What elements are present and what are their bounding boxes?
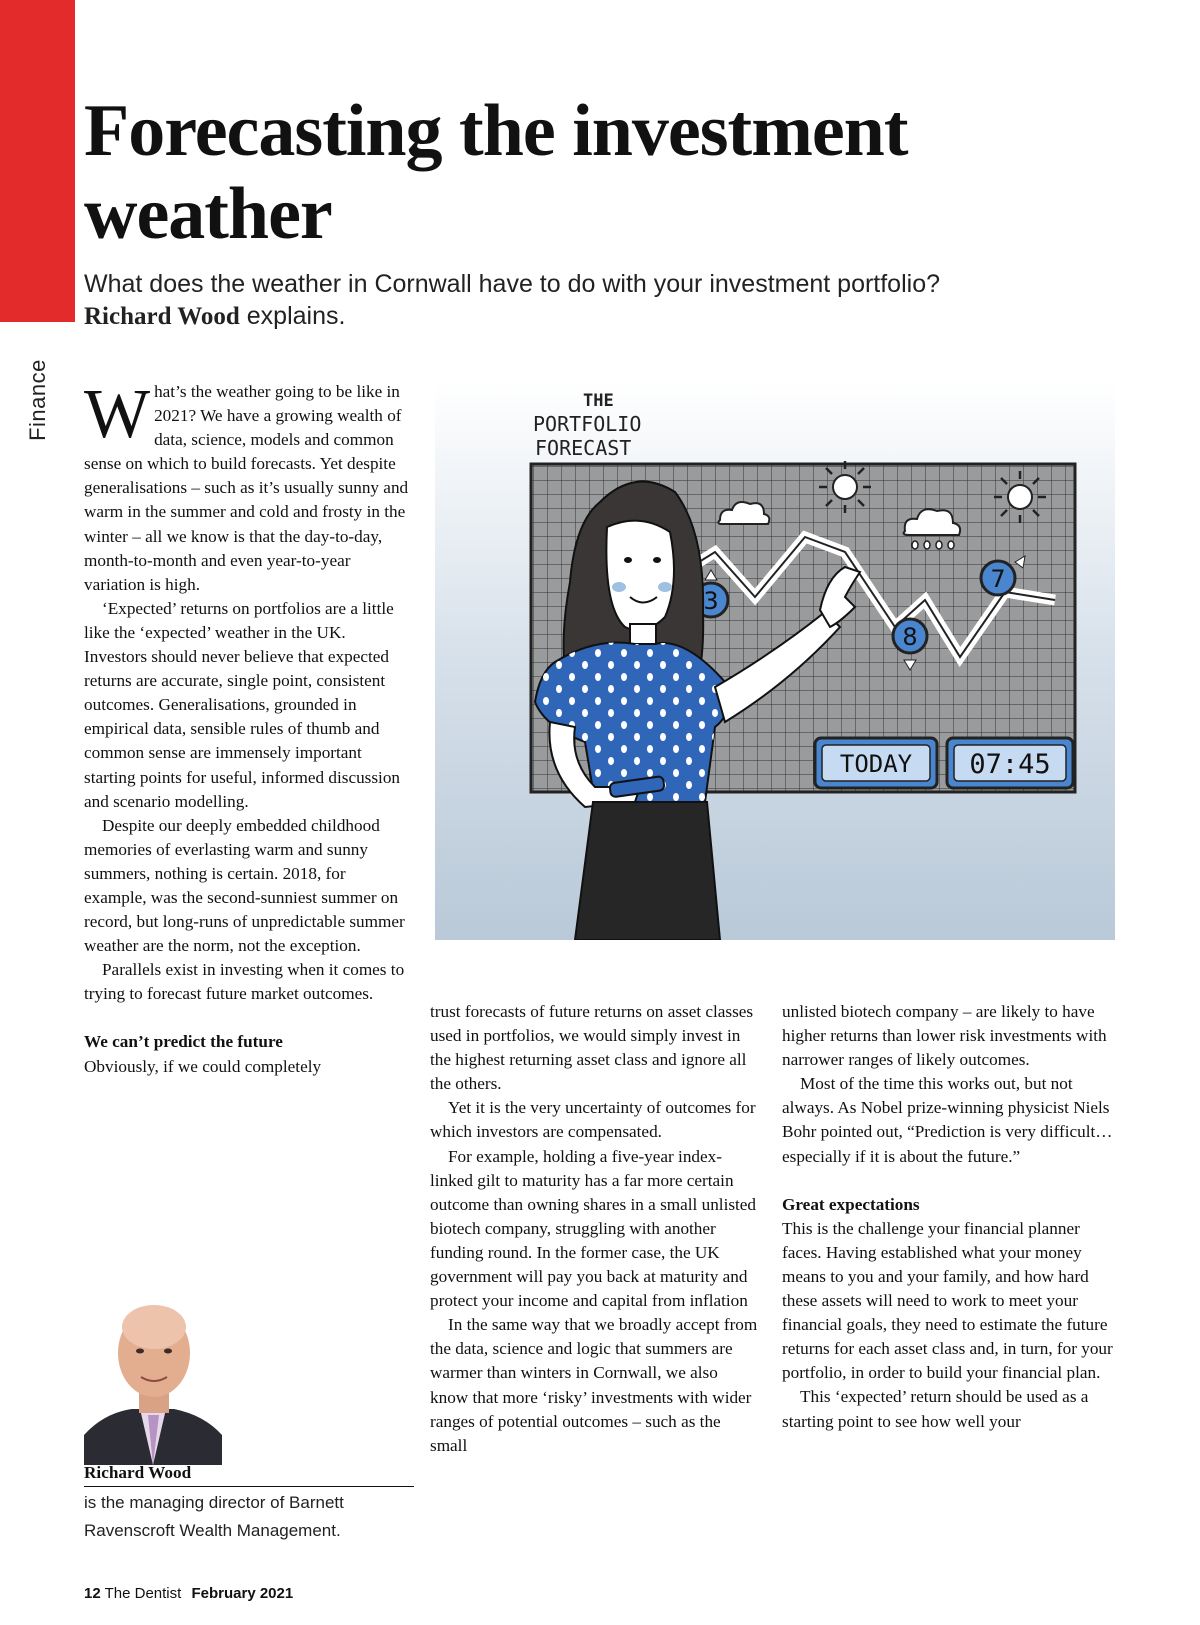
body-paragraph: Most of the time this works out, but not always. As Nobel prize-winning physicist Niels Bohr pointed out, “Prediction is very difficult… especially if it is about the future.” xyxy=(782,1074,1113,1166)
page-footer xyxy=(84,1585,293,1602)
author-bio: is the managing director of Barnett Ravenscroft Wealth Management. xyxy=(84,1493,344,1540)
body-paragraph: This is the challenge your financial planner faces. Having established what your money means to you and your family, and how hard these assets will need to work to meet your financial goals, they need to estimate the future returns for each asset class and, in turn, for your portfolio, in order to build your financial plan. xyxy=(782,1218,1113,1383)
body-paragraph: Parallels exist in investing when it comes to trying to forecast future market outcomes. xyxy=(84,960,405,1004)
sun-icon xyxy=(819,461,871,513)
body-column-2 xyxy=(430,1000,760,1458)
clock-panel xyxy=(947,738,1073,788)
body-column-1 xyxy=(84,376,409,1079)
weather-forecast-illustration xyxy=(435,382,1115,940)
section-label-text: Finance xyxy=(25,359,50,441)
section-label xyxy=(23,350,53,450)
headline: Forecasting the investment weather xyxy=(84,90,908,255)
clock-time: 07:45 xyxy=(969,749,1051,780)
badge-7-label: 7 xyxy=(990,565,1006,593)
author-box xyxy=(84,1462,414,1545)
drop-cap: W xyxy=(84,376,151,453)
board-title-line-1: THE xyxy=(583,391,614,411)
subheading: We can’t predict the future xyxy=(84,1032,283,1052)
body-paragraph: Despite our deeply embedded childhood memories of everlasting warm and sunny summers, nothing is certain. 2018, for example, was the second-sunniest summer on record, but long-runs of unpredictable summer weather are the norm, not the exception. xyxy=(84,815,405,956)
standfirst xyxy=(84,268,1164,333)
intro-text: hat’s the weather going to be like in 2021? We have a growing wealth of data, science, models and common sense on which to build forecasts. Yet despite generalisations – such as it’s usually sunny and warm in the summer and cold and frosty in the winter – all we know is that the day-to-day, month-to-month and even year-to-year variation is high. xyxy=(84,382,409,594)
badge-3-label: 3 xyxy=(703,587,719,615)
standfirst-text: What does the weather in Cornwall have to do with your investment portfolio? xyxy=(84,270,941,298)
today-label: TODAY xyxy=(839,750,913,778)
body-paragraph: trust forecasts of future returns on asset classes used in portfolios, we would simply invest in the highest returning asset class and ignore all the others. xyxy=(430,1002,754,1094)
body-column-3 xyxy=(782,1000,1117,1434)
publication-name: The Dentist xyxy=(104,1585,182,1602)
body-paragraph: For example, holding a five-year index-linked gilt to maturity has a far more certain outcome than owning shares in a small unlisted biotech company, struggling with another funding round. In the former case, the UK government will pay you back at maturity and protect your income and capital from inflation xyxy=(430,1146,757,1311)
standfirst-suffix: explains. xyxy=(239,302,346,330)
issue-date: February 2021 xyxy=(191,1585,294,1602)
author-portrait xyxy=(84,1285,222,1465)
author-name: Richard Wood xyxy=(84,1462,414,1487)
page-number: 12 xyxy=(84,1585,101,1602)
body-paragraph: unlisted biotech company – are likely to have higher returns than lower risk investments with narrower ranges of likely outcomes. xyxy=(782,1002,1107,1070)
intro-paragraph xyxy=(84,376,409,597)
badge-8-label: 8 xyxy=(902,623,918,651)
today-panel xyxy=(815,738,937,788)
standfirst-author: Richard Wood xyxy=(84,303,240,330)
body-paragraph: In the same way that we broadly accept from the data, science and logic that summers are warmer than winters in Cornwall, we also know that more ‘risky’ investments with wider ranges of potential outcomes – such as the small xyxy=(430,1315,758,1455)
body-paragraph: ‘Expected’ returns on portfolios are a little like the ‘expected’ weather in the UK. Investors should never believe that expected returns are accurate, single point, consistent outcomes. Generalisations, grounded in empirical data, sensible rules of thumb and common sense are immensely important starting points for useful, informed discussion and scenario modelling. xyxy=(84,598,401,811)
body-paragraph: Obviously, if we could completely xyxy=(84,1056,322,1076)
sun-icon xyxy=(994,471,1046,523)
section-color-bar xyxy=(0,0,75,322)
board-title-line-3: FORECAST xyxy=(535,436,632,460)
board-title-line-2: PORTFOLIO xyxy=(533,412,642,436)
subheading: Great expectations xyxy=(782,1194,920,1214)
body-paragraph: This ‘expected’ return should be used as a starting point to see how well your xyxy=(782,1387,1089,1431)
body-paragraph: Yet it is the very uncertainty of outcomes for which investors are compensated. xyxy=(430,1098,756,1142)
